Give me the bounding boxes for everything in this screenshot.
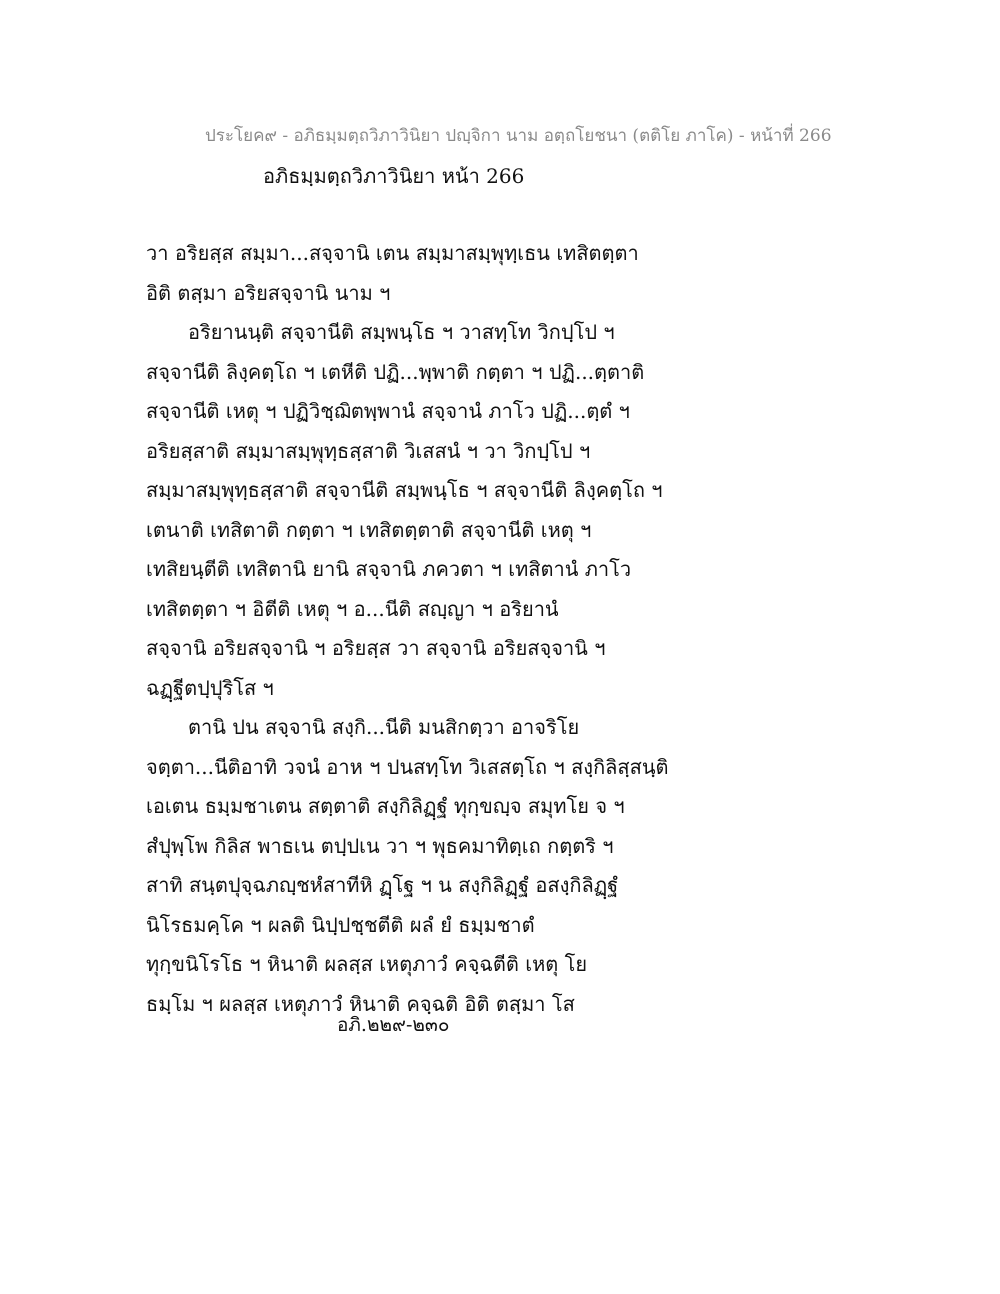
running-header: ประโยค๙ - อภิธมฺมตฺถวิภาวินิยา ปญฺจิกา นาม อตฺถโยชนา (ตติโย ภาโค) - หน้าที่ 266 <box>205 126 832 146</box>
text-line: สจฺจานีติ ลิงฺคตฺโถ ฯ เตหีติ ปฏิ...พฺพาติ กตฺตา ฯ ปฏิ...ตฺตาติ <box>146 359 645 384</box>
text-line: ฉฏฺฐีตปฺปุริโส ฯ <box>146 675 274 700</box>
footer-reference: อภิ.๒๒๙-๒๓๐ <box>337 1014 450 1036</box>
text-line: เอเตน ธมฺมชาเตน สตฺตาติ สงฺกิลิฏฺฐํ ทุกฺขญฺจ สมุทโย จ ฯ <box>146 794 625 818</box>
text-line: สํปุพฺโพ กิลิส พาธเน ตปฺปเน วา ฯ พุธคมาทิตฺเถ กตฺตริ ฯ <box>146 833 614 858</box>
text-line: ตานิ ปน สจฺจานิ สงฺกิ...นีติ มนสิกตฺวา อาจริโย <box>188 715 580 739</box>
text-line: สมฺมาสมฺพุทฺธสฺสาติ สจฺจานีติ สมฺพนฺโธ ฯ สจฺจานีติ ลิงฺคตฺโถ ฯ <box>146 478 663 502</box>
text-line: วา อริยสฺส สมฺมา...สจฺจานิ เตน สมฺมาสมฺพุทฺเธน เทสิตตฺตา <box>146 241 639 265</box>
text-line: ทุกฺขนิโรโธ ฯ หินาติ ผลสฺส เหตุภาวํ คจฺฉตีติ เหตุ โย <box>146 952 588 976</box>
text-line: สจฺจานีติ เหตุ ฯ ปฏิวิชฺฌิตพฺพานํ สจฺจานํ ภาโว ปฏิ...ตฺตํ ฯ <box>146 399 630 423</box>
text-line: สาทิ สนฺตปุจฺฉภญฺชหํสาทีหิ ฏฺโฐ ฯ น สงฺกิลิฏฺฐํ อสงฺกิลิฏฺฐํ <box>146 873 619 897</box>
text-line: อริยานนฺติ สจฺจานีติ สมฺพนฺโธ ฯ วาสทฺโท วิกปฺโป ฯ <box>188 320 615 344</box>
text-line: อิติ ตสฺมา อริยสจฺจานิ นาม ฯ <box>146 280 391 305</box>
text-line: สจฺจานิ อริยสจฺจานิ ฯ อริยสฺส วา สจฺจานิ อริยสจฺจานิ ฯ <box>146 636 606 660</box>
text-line: ธมฺโม ฯ ผลสฺส เหตุภาวํ หินาติ คจฺฉติ อิติ ตสฺมา โส <box>146 991 575 1016</box>
text-line: เทสิตตฺตา ฯ อิตีติ เหตุ ฯ อ...นีติ สญฺญา ฯ อริยานํ <box>146 596 559 621</box>
body-text <box>146 238 866 1028</box>
text-line: เตนาติ เทสิตาติ กตฺตา ฯ เทสิตตฺตาติ สจฺจานีติ เหตุ ฯ <box>146 517 592 542</box>
text-line: เทสิยนฺตีติ เทสิตานิ ยานิ สจฺจานิ ภควตา ฯ เทสิตานํ ภาโว <box>146 557 632 581</box>
text-line: จตฺตา...นีติอาทิ วจนํ อาห ฯ ปนสทฺโท วิเสสตฺโถ ฯ สงฺกิลิสฺสนฺติ <box>146 754 669 779</box>
text-line: นิโรธมคฺโค ฯ ผลติ นิปฺปชฺชตีติ ผลํ ยํ ธมฺมชาตํ <box>146 912 535 937</box>
page-title: อภิธมฺมตฺถวิภาวินิยา หน้า 266 <box>263 164 525 188</box>
text-line: อริยสฺสาติ สมฺมาสมฺพุทฺธสฺสาติ วิเสสนํ ฯ วา วิกปฺโป ฯ <box>146 438 591 463</box>
